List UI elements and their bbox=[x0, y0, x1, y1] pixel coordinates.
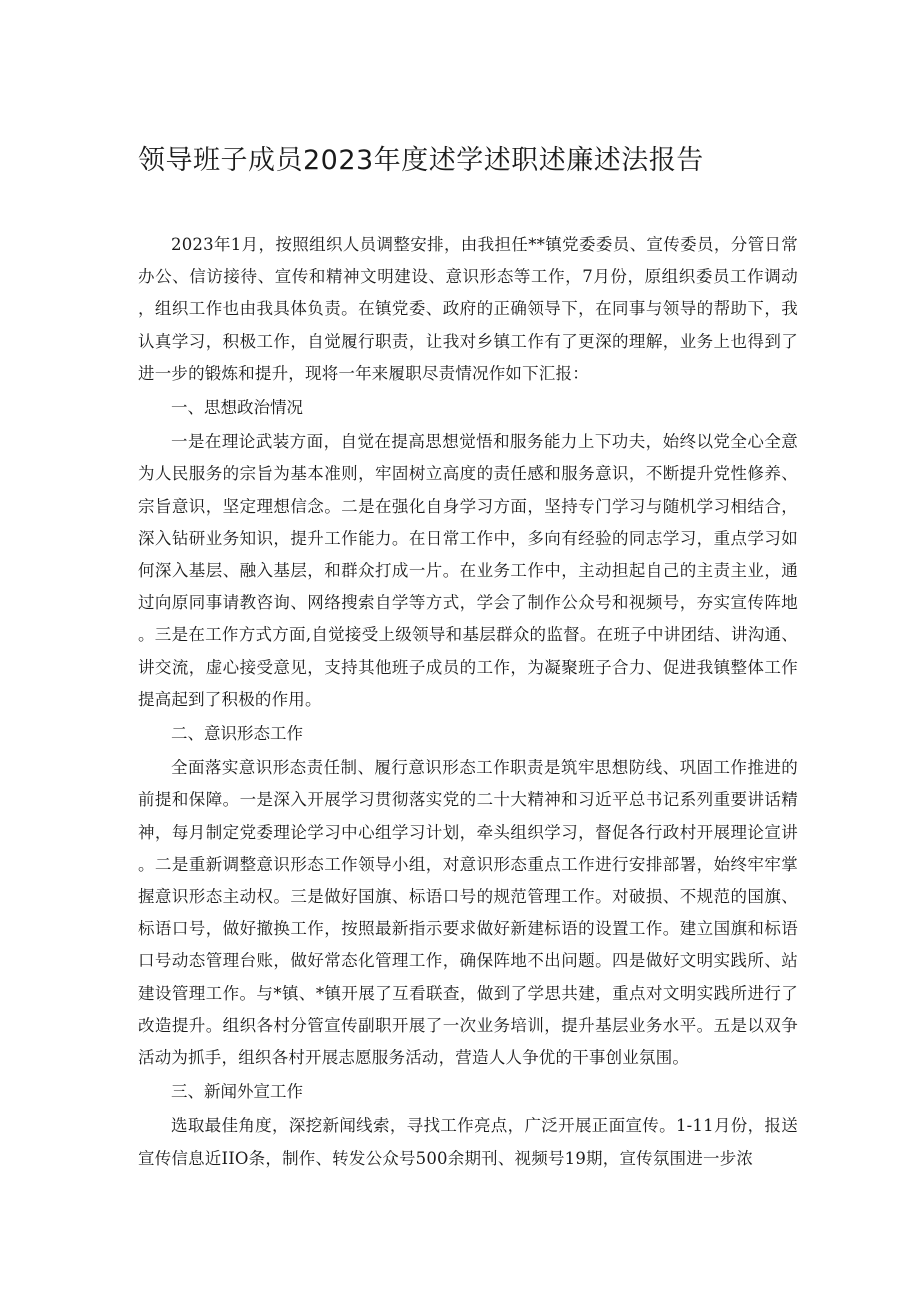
document-title: 领导班子成员2023年度述学述职述廉述法报告 bbox=[138, 145, 704, 176]
section-paragraph-1: 一是在理论武装方面，自觉在提高思想觉悟和服务能力上下功夫，始终以党全心全意为人民服务的宗旨为基本准则，牢固树立高度的责任感和服务意识，不断提升党性修养、宗旨意识，坚定理想信念。二是在强化自身学习方面，坚持专门学习与随机学习相结合，深入钻研业务知识，提升工作能力。在日常工作中，多向有经验的同志学习，重点学习如何深入基层、融入基层，和群众打成一片。在业务工作中，主动担起自己的主责主业，通过向原同事请教咨询、网络搜索自学等方式，学会了制作公众号和视频号，夯实宣传阵地。三是在工作方式方面,自觉接受上级领导和基层群众的监督。在班子中讲团结、讲沟通、讲交流，虚心接受意见，支持其他班子成员的工作，为凝聚班子合力、促进我镇整体工作提高起到了积极的作用。 bbox=[138, 432, 798, 709]
section-paragraph-3: 选取最佳角度，深挖新闻线索，寻找工作亮点，广泛开展正面宣传。1-11月份，报送宣传信息近IIO条，制作、转发公众号500余期刊、视频号19期，宣传氛围进一步浓 bbox=[138, 1116, 798, 1168]
section-heading-1: 一、思想政治情况 bbox=[171, 398, 303, 418]
document-body bbox=[138, 229, 798, 1175]
intro-paragraph: 2023年1月，按照组织人员调整安排，由我担任**镇党委委员、宣传委员，分管日常办公、信访接待、宣传和精神文明建设、意识形态等工作，7月份，原组织委员工作调动，组织工作也由我具体负责。在镇党委、政府的正确领导下，在同事与领导的帮助下，我认真学习，积极工作，自觉履行职责，让我对乡镇工作有了更深的理解，业务上也得到了进一步的锻炼和提升，现将一年来履职尽责情况作如下汇报： bbox=[138, 235, 798, 383]
section-paragraph-2: 全面落实意识形态责任制、履行意识形态工作职责是筑牢思想防线、巩固工作推进的前提和保障。一是深入开展学习贯彻落实党的二十大精神和习近平总书记系列重要讲话精神，每月制定党委理论学习中心组学习计划，牵头组织学习，督促各行政村开展理论宣讲。二是重新调整意识形态工作领导小组，对意识形态重点工作进行安排部署，始终牢牢掌握意识形态主动权。三是做好国旗、标语口号的规范管理工作。对破损、不规范的国旗、标语口号，做好撤换工作，按照最新指示要求做好新建标语的设置工作。建立国旗和标语口号动态管理台账，做好常态化管理工作，确保阵地不出问题。四是做好文明实践所、站建设管理工作。与*镇、*镇开展了互看联查，做到了学思共建，重点对文明实践所进行了改造提升。组织各村分管宣传副职开展了一次业务培训，提升基层业务水平。五是以双争活动为抓手，组织各村开展志愿服务活动，营造人人争优的干事创业氛围。 bbox=[138, 758, 798, 1068]
section-heading-2: 二、意识形态工作 bbox=[171, 724, 303, 744]
section-heading-3: 三、新闻外宣工作 bbox=[171, 1082, 303, 1102]
